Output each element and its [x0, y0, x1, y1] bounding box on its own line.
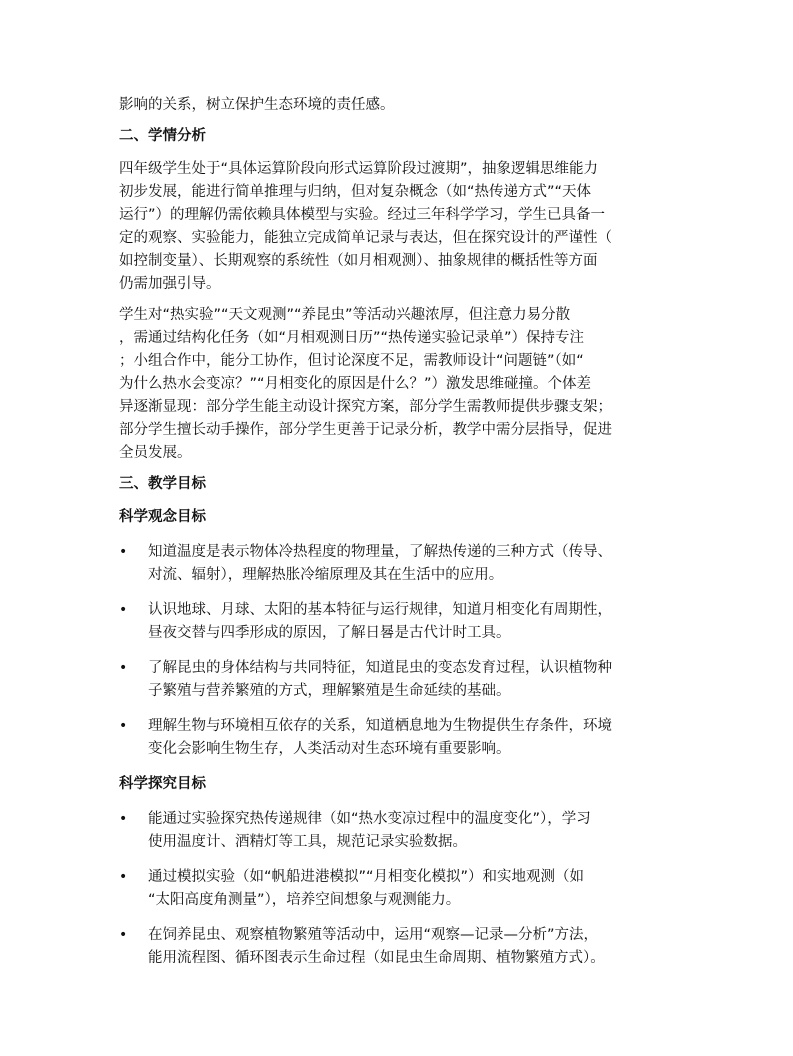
document-page	[119, 94, 667, 982]
list-item	[119, 657, 667, 703]
bullet-icon: •	[119, 869, 128, 885]
list-item-text: 能通过实验探究热传递规律（如“热水变凉过程中的温度变化”），学习 使用温度计、酒精灯等工具，规范记录实验数据。	[148, 811, 591, 850]
list-item-text: 了解昆虫的身体结构与共同特征，知道昆虫的变态发育过程，认识植物种 子繁殖与营养繁殖的方式，理解繁殖是生命延续的基础。	[148, 660, 612, 699]
list-item	[119, 715, 667, 761]
list-item	[119, 808, 667, 854]
learner-analysis-paragraph-2: 学生对“热实验”“天文观测”“养昆虫”等活动兴趣浓厚，但注意力易分散 ，需通过结构化任务（如“月相观测日历”“热传递实验记录单”）保持专注 ；小组合作中，能分工协作，但讨论深度不足，需教师设计“问题链”（如“ 为什么热水会变凉？”“月相变化的原因是什么？”）激发思维碰撞。个体差 异逐渐显现：部分学生能主动设计探究方案，部分学生需教师提供步骤支架； 部分学生擅长动手操作，部分学生更善于记录分析，教学中需分层指导，促进 全员发展。	[119, 307, 612, 461]
list-item-text: 在饲养昆虫、观察植物繁殖等活动中，运用“观察—记录—分析”方法， 能用流程图、循环图表示生命过程（如昆虫生命周期、植物繁殖方式）。	[148, 927, 605, 966]
section-heading-teaching-objectives: 三、教学目标	[119, 476, 206, 492]
list-item	[119, 866, 667, 912]
list-item-text: 通过模拟实验（如“帆船进港模拟”“月相变化模拟”）和实地观测（如 “太阳高度角测量”），培养空间想象与观测能力。	[148, 869, 585, 908]
intro-tail-paragraph: 影响的关系，树立保护生态环境的责任感。	[119, 97, 395, 113]
bullet-icon: •	[119, 927, 128, 943]
concept-objectives-list	[119, 541, 667, 761]
subheading-concept-objectives: 科学观念目标	[119, 509, 206, 525]
list-item-text: 认识地球、月球、太阳的基本特征与运行规律，知道月相变化有周期性， 昼夜交替与四季形成的原因，了解日晷是古代计时工具。	[148, 602, 612, 641]
bullet-icon: •	[119, 811, 128, 827]
bullet-icon: •	[119, 660, 128, 676]
bullet-icon: •	[119, 602, 128, 618]
list-item-text: 知道温度是表示物体冷热程度的物理量，了解热传递的三种方式（传导、 对流、辐射），理解热胀冷缩原理及其在生活中的应用。	[148, 544, 612, 583]
inquiry-objectives-list	[119, 808, 667, 970]
bullet-icon: •	[119, 544, 128, 560]
list-item-text: 理解生物与环境相互依存的关系，知道栖息地为生物提供生存条件，环境 变化会影响生物生存，人类活动对生态环境有重要影响。	[148, 718, 612, 757]
list-item	[119, 924, 667, 970]
section-heading-learner-analysis: 二、学情分析	[119, 128, 206, 144]
list-item	[119, 599, 667, 645]
bullet-icon: •	[119, 718, 128, 734]
learner-analysis-paragraph-1: 四年级学生处于“具体运算阶段向形式运算阶段过渡期”，抽象逻辑思维能力 初步发展，能进行简单推理与归纳，但对复杂概念（如“热传递方式”“天体 运行”）的理解仍需依赖具体模型与实验。经过三年科学学习，学生已具备一 定的观察、实验能力，能独立完成简单记录与表达，但在探究设计的严谨性（ 如控制变量）、长期观察的系统性（如月相观测）、抽象规律的概括性等方面 仍需加强引导。	[119, 161, 612, 292]
subheading-inquiry-objectives: 科学探究目标	[119, 776, 206, 792]
list-item	[119, 541, 667, 587]
